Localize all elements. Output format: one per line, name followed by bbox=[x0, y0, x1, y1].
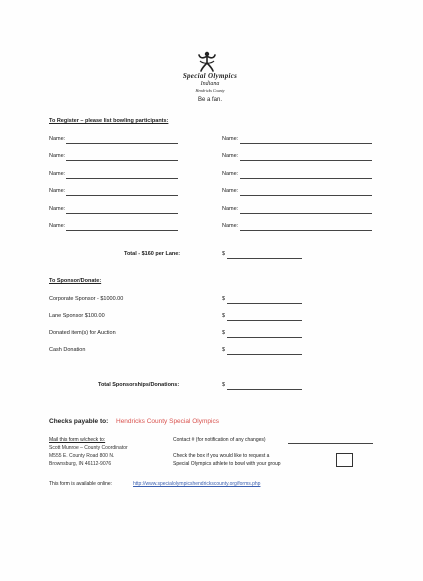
total-sponsorships-label: Total Sponsorships/Donations: bbox=[98, 382, 180, 388]
footer-text: This form is available online: bbox=[49, 481, 113, 487]
currency-symbol: $ bbox=[222, 313, 226, 319]
total-lane-label: Total - $160 per Lane: bbox=[124, 251, 181, 257]
lane-sponsor-label: Lane Sponsor $100.00 bbox=[49, 313, 105, 319]
donated-items-field[interactable] bbox=[227, 337, 302, 338]
name-label: Name: bbox=[222, 136, 239, 142]
athlete-request-checkbox[interactable] bbox=[336, 453, 353, 467]
name-field-left-3[interactable] bbox=[66, 178, 178, 179]
footer-link[interactable]: http://www.specialolympicshendrickscounty.org/forms.php bbox=[133, 481, 261, 487]
contact-label: Contact # (for notification of any changes) bbox=[173, 437, 266, 443]
currency-symbol: $ bbox=[222, 382, 226, 388]
name-label: Name: bbox=[222, 171, 239, 177]
cash-donation-field[interactable] bbox=[227, 354, 302, 355]
name-field-left-6[interactable] bbox=[66, 230, 178, 231]
currency-symbol: $ bbox=[222, 347, 226, 353]
name-field-right-5[interactable] bbox=[240, 213, 372, 214]
donated-items-label: Donated item(s) for Auction bbox=[49, 330, 116, 336]
name-field-left-2[interactable] bbox=[66, 160, 178, 161]
register-heading: To Register – please list bowling participants: bbox=[49, 118, 169, 124]
currency-symbol: $ bbox=[222, 330, 226, 336]
special-olympics-logo-icon bbox=[196, 50, 218, 72]
total-lane-field[interactable] bbox=[227, 258, 302, 259]
name-field-right-4[interactable] bbox=[240, 195, 372, 196]
cash-donation-label: Cash Donation bbox=[49, 347, 86, 353]
mail-line: Scott Munroe – County Coordinator bbox=[49, 445, 128, 451]
lane-sponsor-field[interactable] bbox=[227, 320, 302, 321]
name-field-right-2[interactable] bbox=[240, 160, 372, 161]
name-label: Name: bbox=[49, 136, 66, 142]
athlete-request-text: Special Olympics athlete to bowl with your group bbox=[173, 461, 281, 467]
corporate-sponsor-field[interactable] bbox=[227, 303, 302, 304]
checks-payee: Hendricks County Special Olympics bbox=[116, 418, 219, 425]
organization-name: Special Olympics bbox=[182, 72, 238, 80]
name-label: Name: bbox=[222, 188, 239, 194]
mail-line: Brownsburg, IN 46112-9076 bbox=[49, 461, 112, 467]
name-field-left-4[interactable] bbox=[66, 195, 178, 196]
name-label: Name: bbox=[49, 223, 66, 229]
athlete-request-text: Check the box if you would like to request a bbox=[173, 453, 270, 459]
contact-field[interactable] bbox=[288, 443, 373, 444]
name-label: Name: bbox=[49, 206, 66, 212]
sponsor-heading: To Sponsor/Donate: bbox=[49, 278, 102, 284]
name-field-left-1[interactable] bbox=[66, 143, 178, 144]
state-name: Indiana bbox=[200, 81, 220, 87]
tagline: Be a fan. bbox=[197, 97, 223, 103]
checks-payable-label: Checks payable to: bbox=[49, 418, 109, 425]
currency-symbol: $ bbox=[222, 251, 226, 257]
corporate-sponsor-label: Corporate Sponsor - $1000.00 bbox=[49, 296, 124, 302]
name-label: Name: bbox=[49, 171, 66, 177]
total-sponsorships-field[interactable] bbox=[227, 389, 302, 390]
name-field-right-6[interactable] bbox=[240, 230, 372, 231]
mail-line: M555 E. County Road 800 N. bbox=[49, 453, 115, 459]
name-label: Name: bbox=[49, 188, 66, 194]
name-label: Name: bbox=[222, 223, 239, 229]
name-label: Name: bbox=[49, 153, 66, 159]
name-field-left-5[interactable] bbox=[66, 213, 178, 214]
currency-symbol: $ bbox=[222, 296, 226, 302]
name-label: Name: bbox=[222, 206, 239, 212]
county-name: Hendricks County bbox=[195, 88, 225, 93]
name-label: Name: bbox=[222, 153, 239, 159]
name-field-right-1[interactable] bbox=[240, 143, 372, 144]
mail-heading: Mail this form w/check to: bbox=[49, 437, 106, 443]
name-field-right-3[interactable] bbox=[240, 178, 372, 179]
